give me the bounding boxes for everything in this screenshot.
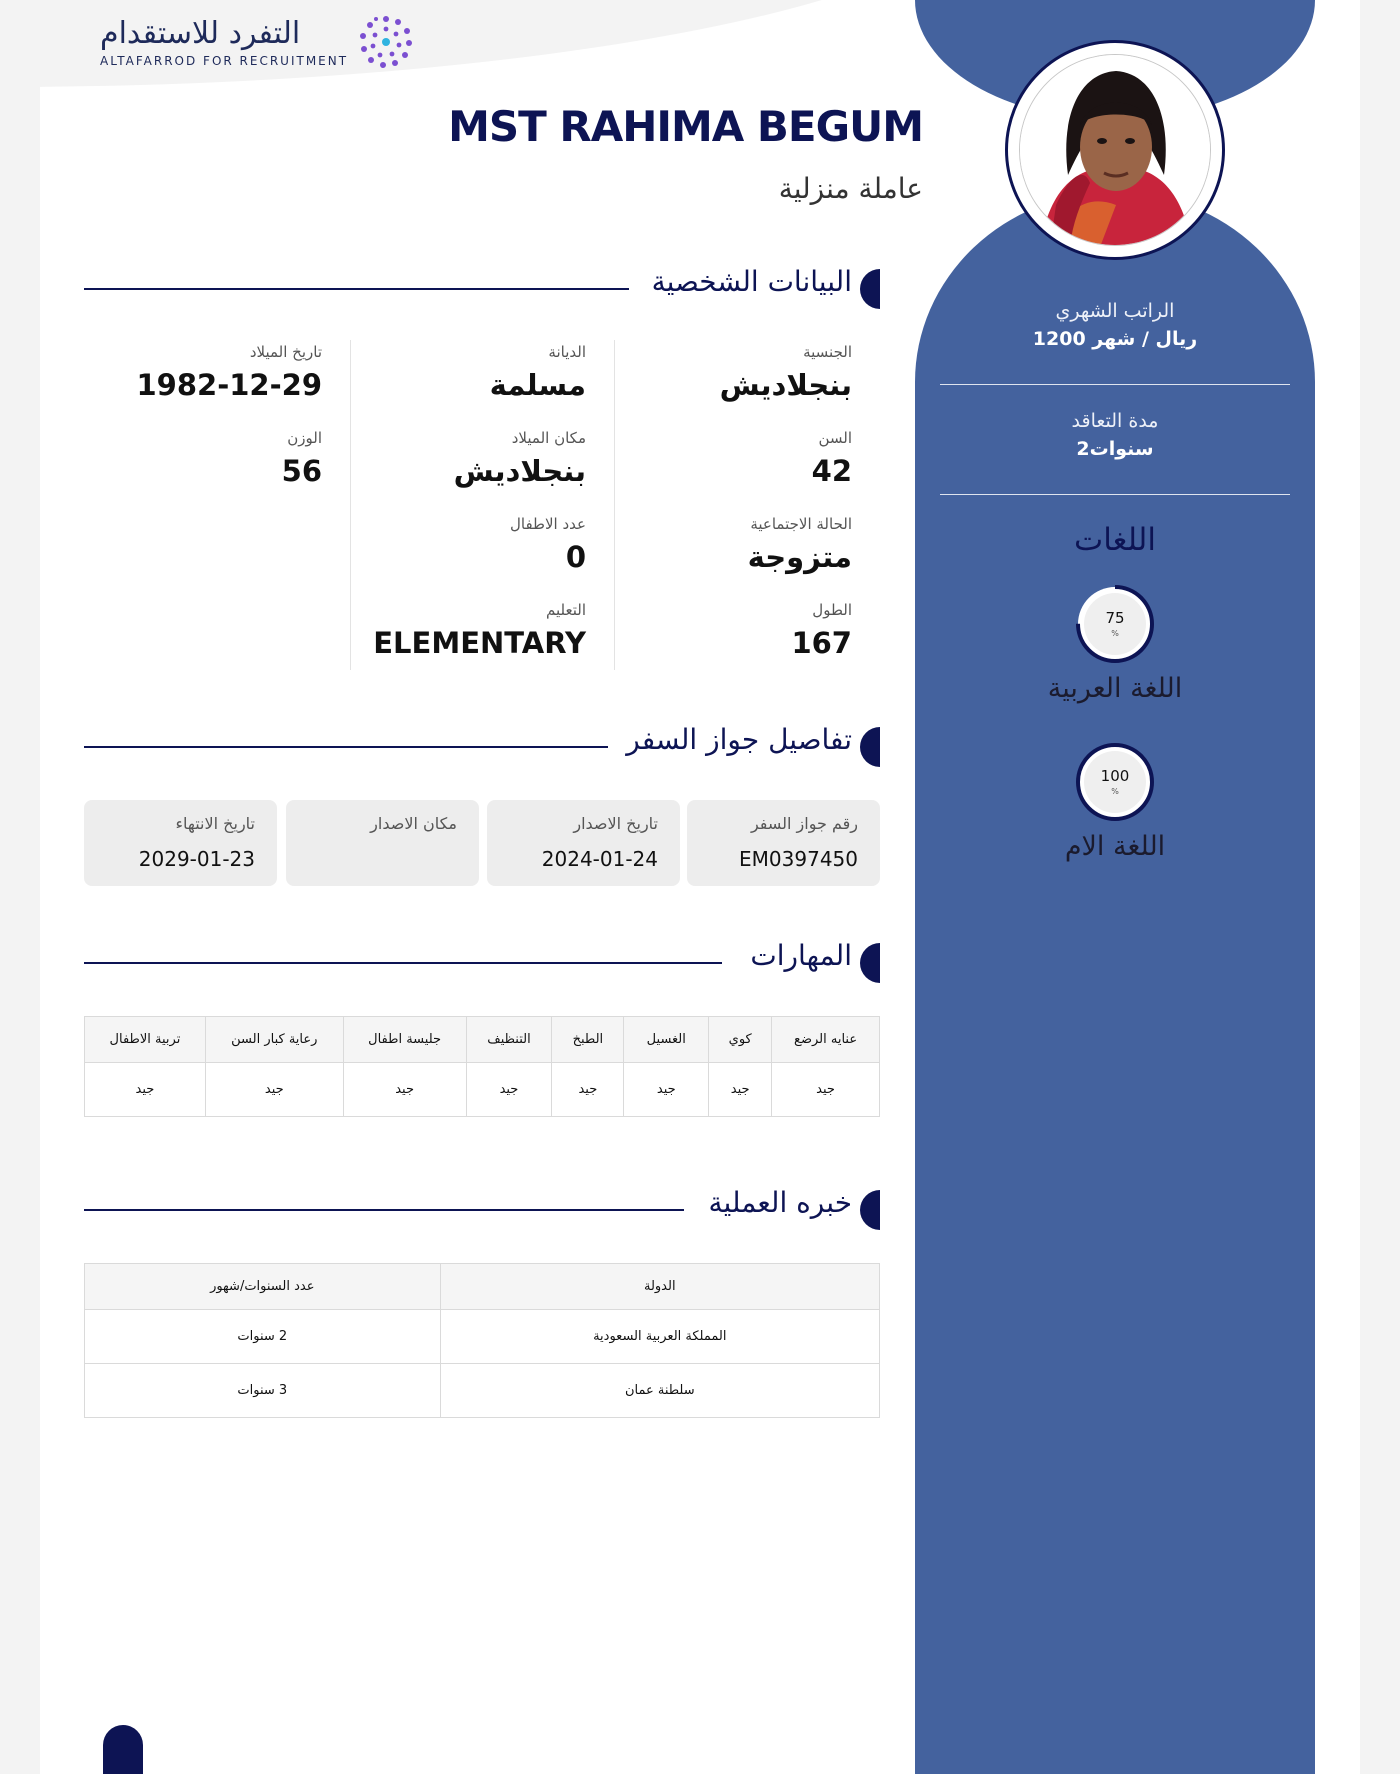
table-header-cell: عنايه الرضع (772, 1017, 880, 1063)
portrait-illustration-icon (1020, 55, 1211, 246)
table-header-cell: الطبخ (552, 1017, 624, 1063)
field-value: بنجلاديش (453, 454, 586, 488)
passport-number-box (687, 800, 880, 886)
field-value: 56 (281, 454, 322, 488)
field-label: رقم جواز السفر (750, 814, 858, 833)
section-marker (860, 727, 880, 767)
profile-photo-frame (1005, 40, 1225, 260)
personal-column (85, 340, 350, 670)
section-marker (860, 269, 880, 309)
contract-block (940, 410, 1290, 460)
logo-english-name: ALTAFARROD FOR RECRUITMENT (100, 53, 349, 68)
table-header-cell: الغسيل (624, 1017, 709, 1063)
section-marker (860, 1190, 880, 1230)
language-percent: 100 (1100, 766, 1130, 785)
personal-column (350, 340, 615, 670)
salary-label: الراتب الشهري (1055, 300, 1175, 322)
company-logo (100, 14, 414, 70)
table-header-cell: الدولة (440, 1264, 879, 1310)
candidate-job-title: عاملة منزلية (778, 172, 923, 205)
table-row (85, 1063, 880, 1117)
passport-expiry-date-box (84, 800, 277, 886)
salary-value: 1200 ريال / شهر (1032, 328, 1198, 350)
field-value: ELEMENTARY (373, 626, 586, 660)
skills-table (84, 1016, 880, 1117)
table-header-row (85, 1264, 880, 1310)
field-marital-status (748, 515, 852, 572)
sidebar (915, 0, 1315, 1774)
field-label: السن (818, 429, 852, 447)
personal-column (615, 340, 880, 670)
language-name: اللغة الام (1064, 831, 1166, 862)
field-birth-date (137, 343, 323, 400)
section-title: المهارات (750, 939, 852, 972)
logo-text (100, 17, 348, 68)
section-header-passport (84, 723, 880, 767)
table-header-cell: كوي (709, 1017, 772, 1063)
sidebar-divider (940, 494, 1290, 495)
field-label: الجنسية (803, 343, 852, 361)
field-value: 0 (565, 540, 586, 574)
language-item-arabic (915, 583, 1315, 704)
section-marker (860, 943, 880, 983)
candidate-name: MST RAHIMA BEGUM (448, 102, 923, 151)
field-nationality (720, 343, 852, 400)
field-value: EM0397450 (739, 847, 858, 871)
table-cell: المملكة العربية السعودية (440, 1310, 879, 1364)
percent-unit: % (1111, 786, 1119, 796)
section-rule (84, 288, 629, 290)
table-cell: جيد (772, 1063, 880, 1117)
language-item-native (915, 741, 1315, 862)
section-header-skills (84, 939, 880, 983)
contract-value: 2سنوات (1076, 438, 1154, 460)
section-header-personal (84, 265, 880, 309)
field-value: 167 (791, 626, 852, 660)
field-label: عدد الاطفال (510, 515, 586, 533)
field-age (812, 429, 852, 486)
table-header-cell: عدد السنوات/شهور (85, 1264, 441, 1310)
table-header-cell: التنظيف (466, 1017, 552, 1063)
field-value: 2029-01-23 (138, 847, 255, 871)
table-cell: جيد (624, 1063, 709, 1117)
language-percent: 75 (1105, 608, 1125, 627)
experience-table (84, 1263, 880, 1418)
table-header-cell: جليسة اطفال (343, 1017, 466, 1063)
table-cell: جيد (466, 1063, 552, 1117)
field-label: التعليم (546, 601, 586, 619)
table-cell: سلطنة عمان (440, 1364, 879, 1418)
section-title: خبره العملية (708, 1186, 852, 1219)
table-header-cell: رعاية كبار السن (205, 1017, 343, 1063)
personal-data-grid (84, 340, 880, 670)
contract-label: مدة التعاقد (1071, 410, 1159, 432)
language-progress-ring (1074, 741, 1156, 823)
field-label: الطول (812, 601, 852, 619)
section-header-experience (84, 1186, 880, 1230)
decorative-pill (103, 1725, 143, 1774)
profile-photo (1019, 54, 1211, 246)
table-cell: جيد (205, 1063, 343, 1117)
field-label: الوزن (287, 429, 322, 447)
passport-issue-place-box (286, 800, 479, 886)
section-title: البيانات الشخصية (651, 265, 852, 298)
passport-issue-date-box (487, 800, 680, 886)
field-height (791, 601, 852, 658)
table-cell: جيد (343, 1063, 466, 1117)
section-rule (84, 1209, 684, 1211)
field-label: مكان الميلاد (511, 429, 586, 447)
salary-block (940, 300, 1290, 350)
field-label: تاريخ الميلاد (249, 343, 322, 361)
cv-page (40, 0, 1360, 1774)
field-label: الديانة (548, 343, 586, 361)
logo-arabic-name: التفرد للاستقدام (100, 15, 301, 51)
field-label: تاريخ الاصدار (573, 814, 658, 833)
field-value: 1982-12-29 (136, 368, 322, 402)
field-children (510, 515, 586, 572)
field-value: 2024-01-24 (541, 847, 658, 871)
table-cell: جيد (709, 1063, 772, 1117)
table-cell: جيد (85, 1063, 206, 1117)
table-header-row (85, 1017, 880, 1063)
sidebar-divider (940, 384, 1290, 385)
language-progress-ring (1074, 583, 1156, 665)
table-cell: 3 سنوات (85, 1364, 441, 1418)
logo-dots-icon (358, 14, 414, 70)
table-cell: 2 سنوات (85, 1310, 441, 1364)
section-rule (84, 746, 608, 748)
field-value: متزوجة (747, 540, 852, 574)
field-label: مكان الاصدار (370, 814, 457, 833)
section-rule (84, 962, 722, 964)
table-cell: جيد (552, 1063, 624, 1117)
section-title: تفاصيل جواز السفر (626, 723, 852, 756)
field-religion (490, 343, 586, 400)
field-label: الحالة الاجتماعية (750, 515, 852, 533)
percent-unit: % (1111, 628, 1119, 638)
field-weight (282, 429, 322, 486)
table-header-cell: تربية الاطفال (85, 1017, 206, 1063)
field-education (373, 601, 586, 658)
field-label: تاريخ الانتهاء (175, 814, 255, 833)
field-value: 42 (811, 454, 852, 488)
field-value: بنجلاديش (719, 368, 852, 402)
table-row (85, 1310, 880, 1364)
table-row (85, 1364, 880, 1418)
field-value: مسلمة (489, 368, 586, 402)
language-name: اللغة العربية (1047, 673, 1183, 704)
languages-title: اللغات (1074, 522, 1156, 558)
field-birth-place (454, 429, 586, 486)
